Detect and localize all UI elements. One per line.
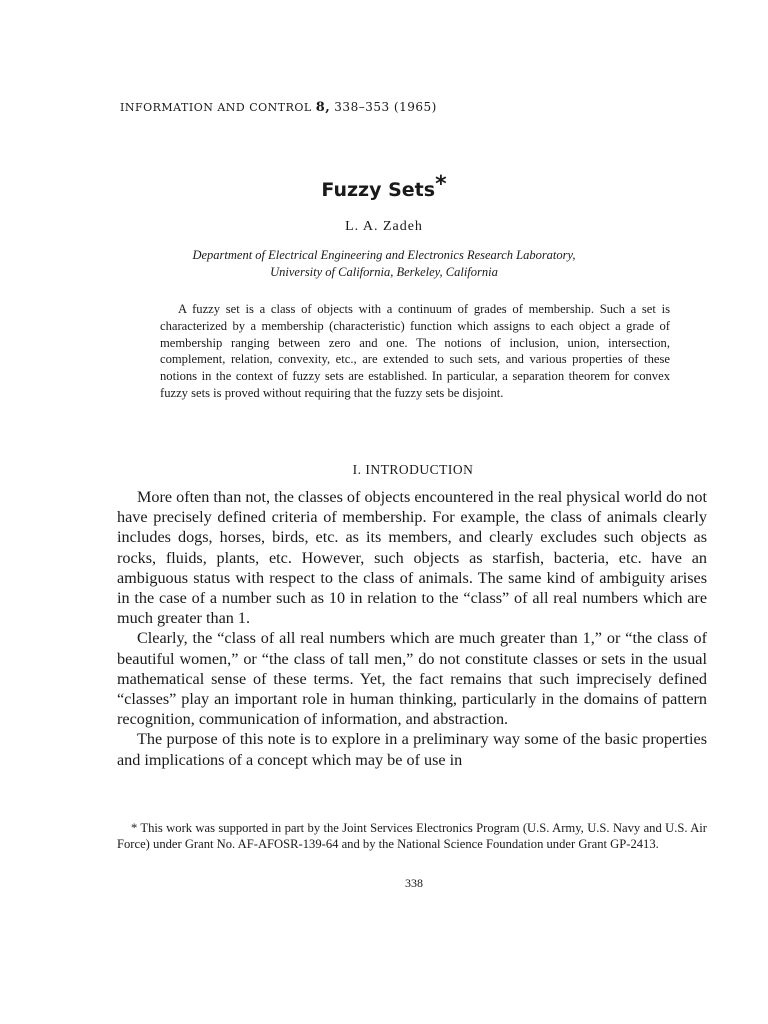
paper-author: L. A. Zadeh bbox=[345, 219, 423, 234]
paper-title bbox=[0, 172, 768, 201]
title-footnote-marker: * bbox=[435, 172, 447, 197]
affiliation-line-2: University of California, Berkeley, California bbox=[270, 265, 498, 279]
footnote: * This work was supported in part by the Joint Services Electronics Program (U.S. Army, U.S. Navy and U.S. Air Force) under Grant No. AF-AFOSR-139-64 and by the National Science Foundation under Grant GP-2413. bbox=[117, 821, 707, 852]
affiliation-line-1: Department of Electrical Engineering and Electronics Research Laboratory, bbox=[192, 248, 576, 262]
journal-name: INFORMATION AND CONTROL bbox=[120, 101, 312, 114]
body-text bbox=[117, 487, 707, 770]
page-number: 338 bbox=[405, 876, 423, 890]
body-paragraph: More often than not, the classes of objects encountered in the real physical world do not have precisely defined criteria of membership. For example, the class of animals clearly includes dogs, horses, birds, etc. as its members, and clearly excludes such objects as rocks, fluids, plants, etc. However, such objects as starfish, bacteria, etc. have an ambiguous status with respect to the class of animals. The same kind of ambiguity arises in the case of a number such as 10 in relation to the “class” of all real numbers which are much greater than 1. bbox=[117, 488, 707, 628]
body-paragraph: The purpose of this note is to explore in a preliminary way some of the basic properties and implications of a concept which may be of use in bbox=[117, 730, 707, 769]
journal-volume: 8, bbox=[315, 100, 331, 115]
journal-pages: 338–353 (1965) bbox=[334, 100, 437, 114]
abstract: A fuzzy set is a class of objects with a continuum of grades of membership. Such a set is characterized by a membership (characteristic) function which assigns to each object a grade of membership ranging between zero and one. The notions of inclusion, union, intersection, complement, relation, convexity, etc., are extended to such sets, and various properties of these notions in the context of fuzzy sets are established. In particular, a separation theorem for convex fuzzy sets is proved without requiring that the fuzzy sets be disjoint. bbox=[160, 302, 670, 400]
body-paragraph: Clearly, the “class of all real numbers which are much greater than 1,” or “the class of beautiful women,” or “the class of tall men,” do not constitute classes or sets in the usual mathematical sense of these terms. Yet, the fact remains that such imprecisely defined “classes” play an important role in human thinking, particularly in the domains of pattern recognition, communication of information, and abstraction. bbox=[117, 629, 707, 729]
running-header bbox=[120, 100, 437, 115]
paper-title-text: Fuzzy Sets bbox=[321, 179, 436, 201]
section-heading: I. INTRODUCTION bbox=[352, 462, 474, 477]
author-affiliation bbox=[0, 247, 768, 281]
